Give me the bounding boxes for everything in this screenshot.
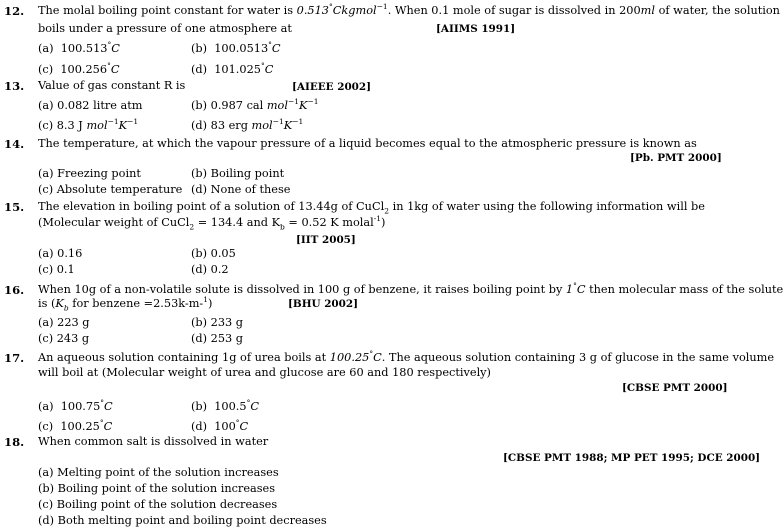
- option-b[interactable]: (b) 233 g: [191, 316, 244, 329]
- source-tag: [BHU 2002]: [288, 298, 359, 310]
- source-tag: [CBSE PMT 2000]: [622, 382, 728, 394]
- question-text-line-2: is ($K_b$ for benzene =2.53k-m-$^1$): [38, 295, 213, 313]
- option-a[interactable]: (a) 100.75°C: [38, 398, 113, 413]
- question-number: 17.: [4, 351, 25, 365]
- option-d[interactable]: (d) 253 g: [191, 332, 244, 345]
- option-d[interactable]: (d) None of these: [191, 183, 291, 196]
- option-d[interactable]: (d) 0.2: [191, 263, 229, 276]
- option-b[interactable]: (b) Boiling point: [191, 167, 285, 180]
- source-tag: [IIT 2005]: [296, 234, 356, 246]
- question-text: When 10g of a non-volatile solute is dissolved in 100 g of benzene, it raises boiling point by 1°C then molecular mass of the solute: [38, 281, 783, 296]
- option-c[interactable]: (c) Absolute temperature: [38, 183, 183, 196]
- question-text-line-2: (Molecular weight of CuCl$_2$ = 134.4 and $K_b = 0.52$ K molal$^{-1}$): [38, 214, 386, 232]
- option-a[interactable]: (a) 100.513°C: [38, 40, 120, 55]
- question-text: The molal boiling point constant for water is 0.513°Ckgmol$^{-1}$. When 0.1 mole of sugar is dissolved in 200ml of water, the solution: [38, 2, 780, 17]
- option-d[interactable]: (d) 101.025°C: [191, 61, 274, 76]
- option-b[interactable]: (b) 100.5°C: [191, 398, 259, 413]
- question-text-line-2: will boil at (Molecular weight of urea and glucose are 60 and 180 respectively): [38, 366, 491, 379]
- option-c[interactable]: (c) 243 g: [38, 332, 90, 345]
- source-tag: [AIIMS 1991]: [436, 23, 516, 35]
- option-c[interactable]: (c) Boiling point of the solution decreases: [38, 498, 278, 511]
- option-c[interactable]: (c) 0.1: [38, 263, 75, 276]
- source-tag: [Pb. PMT 2000]: [630, 152, 722, 164]
- option-c[interactable]: (c) 8.3 J $mol^{-1}K^{-1}$: [38, 117, 139, 132]
- option-b[interactable]: (b) 0.987 cal $mol^{-1}K^{-1}$: [191, 97, 319, 112]
- question-text-line-2: boils under a pressure of one atmosphere at: [38, 22, 292, 35]
- question-number: 13.: [4, 79, 25, 93]
- option-a[interactable]: (a) 0.16: [38, 247, 83, 260]
- question-number: 15.: [4, 200, 25, 214]
- option-c[interactable]: (c) 100.25°C: [38, 418, 113, 433]
- option-d[interactable]: (d) 83 erg $mol^{-1}K^{-1}$: [191, 117, 304, 132]
- question-text: Value of gas constant R is: [38, 79, 186, 92]
- option-d[interactable]: (d) Both melting point and boiling point decreases: [38, 514, 327, 527]
- option-c[interactable]: (c) 100.256°C: [38, 61, 120, 76]
- question-text: The temperature, at which the vapour pressure of a liquid becomes equal to the atmospheric pressure is known as: [38, 137, 697, 150]
- option-b[interactable]: (b) 100.0513°C: [191, 40, 281, 55]
- option-d[interactable]: (d) 100°C: [191, 418, 249, 433]
- option-a[interactable]: (a) Freezing point: [38, 167, 141, 180]
- question-text: When common salt is dissolved in water: [38, 435, 269, 448]
- question-text: The elevation in boiling point of a solution of 13.44g of CuCl$_2$ in 1kg of water using the following information will be: [38, 200, 705, 216]
- option-a[interactable]: (a) 0.082 litre atm: [38, 99, 143, 112]
- option-b[interactable]: (b) Boiling point of the solution increases: [38, 482, 276, 495]
- question-number: 14.: [4, 137, 25, 151]
- source-tag: [CBSE PMT 1988; MP PET 1995; DCE 2000]: [503, 452, 761, 464]
- question-number: 12.: [4, 4, 25, 18]
- option-a[interactable]: (a) Melting point of the solution increases: [38, 466, 279, 479]
- question-number: 18.: [4, 435, 25, 449]
- question-text: An aqueous solution containing 1g of urea boils at 100.25°C. The aqueous solution containing 3 g of glucose in the same volume: [38, 349, 775, 364]
- source-tag: [AIEEE 2002]: [292, 81, 372, 93]
- option-a[interactable]: (a) 223 g: [38, 316, 90, 329]
- option-b[interactable]: (b) 0.05: [191, 247, 236, 260]
- question-number: 16.: [4, 283, 25, 297]
